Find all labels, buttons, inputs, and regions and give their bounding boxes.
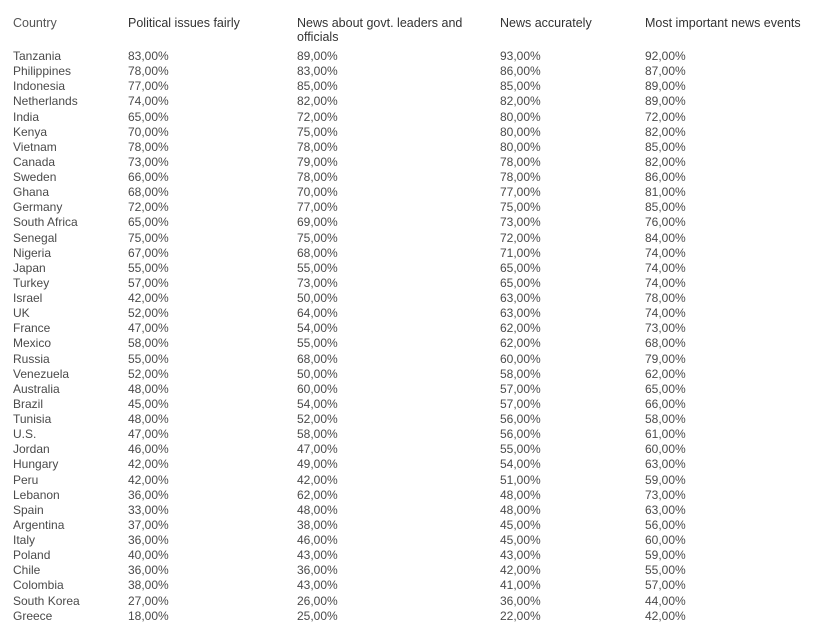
table-row (0, 321, 819, 336)
news-accurately-cell: 41,00% (500, 578, 541, 593)
news-accurately-cell: 77,00% (500, 185, 541, 200)
table-row (0, 352, 819, 367)
table-row (0, 49, 819, 64)
govt-leaders-cell: 50,00% (297, 366, 338, 381)
table-row (0, 533, 819, 548)
country-cell: Nigeria (13, 245, 52, 260)
table-row (0, 140, 819, 155)
news-accurately-cell: 57,00% (500, 381, 541, 396)
govt-leaders-cell: 26,00% (297, 593, 338, 608)
country-cell: South Africa (13, 215, 78, 230)
column-header-political-issues: Political issues fairly (128, 16, 240, 30)
country-cell: Netherlands (13, 94, 78, 109)
important-news-cell: 74,00% (645, 260, 686, 275)
country-cell: Spain (13, 502, 44, 517)
important-news-cell: 79,00% (645, 351, 686, 366)
political-issues-cell: 52,00% (128, 366, 169, 381)
govt-leaders-cell: 60,00% (297, 381, 338, 396)
table-row (0, 64, 819, 79)
country-cell: Vietnam (13, 139, 57, 154)
country-cell: Chile (13, 563, 41, 578)
table-row (0, 488, 819, 503)
important-news-cell: 61,00% (645, 427, 686, 442)
news-accurately-cell: 71,00% (500, 245, 541, 260)
table-row (0, 291, 819, 306)
news-accurately-cell: 45,00% (500, 517, 541, 532)
political-issues-cell: 36,00% (128, 487, 169, 502)
country-cell: Tunisia (13, 412, 52, 426)
political-issues-cell: 78,00% (128, 139, 169, 154)
news-accurately-cell: 75,00% (500, 200, 541, 215)
political-issues-cell: 18,00% (128, 608, 169, 623)
country-cell: Italy (13, 533, 36, 547)
political-issues-cell: 66,00% (128, 170, 169, 184)
political-issues-cell: 42,00% (128, 472, 169, 487)
country-cell: Brazil (13, 396, 44, 411)
news-accurately-cell: 43,00% (500, 548, 541, 563)
table-row (0, 367, 819, 382)
political-issues-cell: 42,00% (128, 457, 169, 472)
political-issues-cell: 75,00% (128, 230, 169, 245)
news-accurately-cell: 73,00% (500, 215, 541, 230)
news-accurately-cell: 48,00% (500, 502, 541, 517)
important-news-cell: 56,00% (645, 517, 686, 532)
political-issues-cell: 73,00% (128, 154, 169, 169)
important-news-cell: 63,00% (645, 457, 686, 472)
country-cell: Turkey (13, 275, 50, 290)
political-issues-cell: 72,00% (128, 200, 169, 215)
news-accurately-cell: 80,00% (500, 109, 541, 124)
govt-leaders-cell: 75,00% (297, 230, 338, 245)
political-issues-cell: 83,00% (128, 49, 169, 63)
country-cell: Germany (13, 200, 63, 215)
news-accurately-cell: 58,00% (500, 366, 541, 381)
table-row (0, 185, 819, 200)
table-row (0, 125, 819, 140)
political-issues-cell: 52,00% (128, 306, 169, 321)
table-row (0, 200, 819, 215)
govt-leaders-cell: 43,00% (297, 578, 338, 593)
govt-leaders-cell: 54,00% (297, 321, 338, 336)
govt-leaders-cell: 62,00% (297, 487, 338, 502)
news-accurately-cell: 56,00% (500, 427, 541, 442)
govt-leaders-cell: 55,00% (297, 260, 338, 275)
important-news-cell: 58,00% (645, 412, 686, 426)
important-news-cell: 57,00% (645, 578, 686, 593)
govt-leaders-cell: 83,00% (297, 64, 338, 79)
important-news-cell: 84,00% (645, 230, 686, 245)
important-news-cell: 60,00% (645, 533, 686, 547)
news-accurately-cell: 56,00% (500, 412, 541, 426)
table-row (0, 306, 819, 321)
political-issues-cell: 47,00% (128, 321, 169, 336)
important-news-cell: 87,00% (645, 64, 686, 79)
govt-leaders-cell: 25,00% (297, 608, 338, 623)
political-issues-cell: 36,00% (128, 533, 169, 547)
country-cell: Philippines (13, 64, 72, 79)
govt-leaders-cell: 47,00% (297, 442, 338, 457)
country-cell: Poland (13, 548, 51, 563)
news-accurately-cell: 54,00% (500, 457, 541, 472)
political-issues-cell: 48,00% (128, 381, 169, 396)
govt-leaders-cell: 50,00% (297, 291, 338, 305)
news-accurately-cell: 65,00% (500, 260, 541, 275)
govt-leaders-cell: 49,00% (297, 457, 338, 472)
political-issues-cell: 40,00% (128, 548, 169, 563)
news-accurately-cell: 86,00% (500, 64, 541, 79)
political-issues-cell: 65,00% (128, 215, 169, 230)
important-news-cell: 82,00% (645, 154, 686, 169)
govt-leaders-cell: 58,00% (297, 427, 338, 442)
political-issues-cell: 47,00% (128, 427, 169, 442)
table-row (0, 457, 819, 472)
political-issues-cell: 65,00% (128, 109, 169, 124)
govt-leaders-cell: 36,00% (297, 563, 338, 578)
table-row (0, 276, 819, 291)
table-row (0, 397, 819, 412)
news-accurately-cell: 78,00% (500, 154, 541, 169)
important-news-cell: 82,00% (645, 124, 686, 139)
country-cell: Tanzania (13, 49, 62, 63)
news-accurately-cell: 22,00% (500, 608, 541, 623)
political-issues-cell: 48,00% (128, 412, 169, 426)
table-row (0, 503, 819, 518)
table-row (0, 548, 819, 563)
country-cell: Senegal (13, 230, 58, 245)
political-issues-cell: 74,00% (128, 94, 169, 109)
govt-leaders-cell: 69,00% (297, 215, 338, 230)
govt-leaders-cell: 46,00% (297, 533, 338, 547)
important-news-cell: 55,00% (645, 563, 686, 578)
govt-leaders-cell: 75,00% (297, 124, 338, 139)
table-row (0, 231, 819, 246)
news-accurately-cell: 72,00% (500, 230, 541, 245)
govt-leaders-cell: 43,00% (297, 548, 338, 563)
important-news-cell: 59,00% (645, 472, 686, 487)
political-issues-cell: 70,00% (128, 124, 169, 139)
country-cell: Argentina (13, 517, 65, 532)
govt-leaders-cell: 85,00% (297, 79, 338, 94)
table-row (0, 261, 819, 276)
important-news-cell: 81,00% (645, 185, 686, 200)
table-row (0, 382, 819, 397)
table-row (0, 578, 819, 593)
govt-leaders-cell: 70,00% (297, 185, 338, 200)
important-news-cell: 74,00% (645, 306, 686, 321)
news-accurately-cell: 78,00% (500, 170, 541, 184)
table-row (0, 412, 819, 427)
news-accurately-cell: 48,00% (500, 487, 541, 502)
news-accurately-cell: 63,00% (500, 306, 541, 321)
important-news-cell: 85,00% (645, 200, 686, 215)
country-cell: Canada (13, 154, 56, 169)
govt-leaders-cell: 55,00% (297, 336, 338, 351)
news-accurately-cell: 55,00% (500, 442, 541, 457)
country-cell: Russia (13, 351, 50, 366)
political-issues-cell: 55,00% (128, 260, 169, 275)
news-accurately-cell: 60,00% (500, 351, 541, 366)
table-row (0, 473, 819, 488)
political-issues-cell: 77,00% (128, 79, 169, 94)
country-cell: Colombia (13, 578, 64, 593)
political-issues-cell: 36,00% (128, 563, 169, 578)
country-cell: Peru (13, 472, 39, 487)
news-accurately-cell: 80,00% (500, 124, 541, 139)
political-issues-cell: 58,00% (128, 336, 169, 351)
news-accurately-cell: 45,00% (500, 533, 541, 547)
country-cell: Sweden (13, 170, 57, 184)
country-cell: Japan (13, 260, 46, 275)
table-row (0, 442, 819, 457)
important-news-cell: 59,00% (645, 548, 686, 563)
table-row (0, 79, 819, 94)
important-news-cell: 68,00% (645, 336, 686, 351)
govt-leaders-cell: 82,00% (297, 94, 338, 109)
important-news-cell: 60,00% (645, 442, 686, 457)
table-row (0, 336, 819, 351)
political-issues-cell: 67,00% (128, 245, 169, 260)
political-issues-cell: 55,00% (128, 351, 169, 366)
news-accurately-cell: 85,00% (500, 79, 541, 94)
important-news-cell: 72,00% (645, 109, 686, 124)
important-news-cell: 73,00% (645, 321, 686, 336)
table-row (0, 215, 819, 230)
table-row (0, 518, 819, 533)
important-news-cell: 85,00% (645, 139, 686, 154)
govt-leaders-cell: 89,00% (297, 49, 338, 63)
govt-leaders-cell: 42,00% (297, 472, 338, 487)
table-row (0, 563, 819, 578)
news-accurately-cell: 62,00% (500, 321, 541, 336)
important-news-cell: 42,00% (645, 608, 686, 623)
country-cell: Indonesia (13, 79, 66, 94)
important-news-cell: 86,00% (645, 170, 686, 184)
important-news-cell: 44,00% (645, 593, 686, 608)
political-issues-cell: 37,00% (128, 517, 169, 532)
important-news-cell: 74,00% (645, 275, 686, 290)
govt-leaders-cell: 72,00% (297, 109, 338, 124)
country-cell: Greece (13, 608, 53, 623)
column-header-news-accurately: News accurately (500, 16, 592, 30)
political-issues-cell: 27,00% (128, 593, 169, 608)
political-issues-cell: 42,00% (128, 291, 169, 305)
table-row (0, 427, 819, 442)
govt-leaders-cell: 79,00% (297, 154, 338, 169)
political-issues-cell: 38,00% (128, 578, 169, 593)
country-cell: South Korea (13, 593, 80, 608)
important-news-cell: 89,00% (645, 79, 686, 94)
news-accurately-cell: 57,00% (500, 396, 541, 411)
news-accurately-cell: 65,00% (500, 275, 541, 290)
important-news-cell: 63,00% (645, 502, 686, 517)
political-issues-cell: 57,00% (128, 275, 169, 290)
news-accurately-cell: 51,00% (500, 472, 541, 487)
table-row (0, 94, 819, 109)
country-cell: Israel (13, 291, 43, 305)
govt-leaders-cell: 52,00% (297, 412, 338, 426)
table-row (0, 246, 819, 261)
country-cell: Venezuela (13, 366, 70, 381)
table-row (0, 110, 819, 125)
country-cell: France (13, 321, 51, 336)
news-accurately-cell: 42,00% (500, 563, 541, 578)
govt-leaders-cell: 78,00% (297, 170, 338, 184)
important-news-cell: 66,00% (645, 396, 686, 411)
political-issues-cell: 68,00% (128, 185, 169, 200)
table-row (0, 594, 819, 609)
important-news-cell: 62,00% (645, 366, 686, 381)
country-cell: U.S. (13, 427, 37, 442)
table-row (0, 155, 819, 170)
important-news-cell: 76,00% (645, 215, 686, 230)
govt-leaders-cell: 73,00% (297, 275, 338, 290)
table-row (0, 609, 819, 624)
column-header-govt-leaders: News about govt. leaders and officials (297, 16, 463, 44)
table-body (0, 49, 819, 624)
govt-leaders-cell: 64,00% (297, 306, 338, 321)
important-news-cell: 92,00% (645, 49, 686, 63)
country-cell: Australia (13, 381, 60, 396)
country-cell: Hungary (13, 457, 59, 472)
news-accurately-cell: 36,00% (500, 593, 541, 608)
important-news-cell: 74,00% (645, 245, 686, 260)
country-cell: India (13, 109, 40, 124)
important-news-cell: 89,00% (645, 94, 686, 109)
political-issues-cell: 33,00% (128, 502, 169, 517)
govt-leaders-cell: 54,00% (297, 396, 338, 411)
news-accurately-cell: 62,00% (500, 336, 541, 351)
news-accurately-cell: 80,00% (500, 139, 541, 154)
column-header-important-news: Most important news events (645, 16, 801, 30)
column-header-country: Country (13, 16, 57, 30)
govt-leaders-cell: 48,00% (297, 502, 338, 517)
table-row (0, 170, 819, 185)
country-cell: UK (13, 306, 30, 321)
important-news-cell: 65,00% (645, 381, 686, 396)
govt-leaders-cell: 68,00% (297, 351, 338, 366)
news-accurately-cell: 93,00% (500, 49, 541, 63)
govt-leaders-cell: 78,00% (297, 139, 338, 154)
govt-leaders-cell: 68,00% (297, 245, 338, 260)
govt-leaders-cell: 77,00% (297, 200, 338, 215)
political-issues-cell: 45,00% (128, 396, 169, 411)
important-news-cell: 73,00% (645, 487, 686, 502)
country-cell: Lebanon (13, 487, 60, 502)
news-accurately-cell: 63,00% (500, 291, 541, 305)
political-issues-cell: 46,00% (128, 442, 169, 457)
country-cell: Kenya (13, 124, 48, 139)
country-cell: Jordan (13, 442, 50, 457)
political-issues-cell: 78,00% (128, 64, 169, 79)
govt-leaders-cell: 38,00% (297, 517, 338, 532)
important-news-cell: 78,00% (645, 291, 686, 305)
country-cell: Mexico (13, 336, 52, 351)
news-accurately-cell: 82,00% (500, 94, 541, 109)
country-cell: Ghana (13, 185, 50, 200)
